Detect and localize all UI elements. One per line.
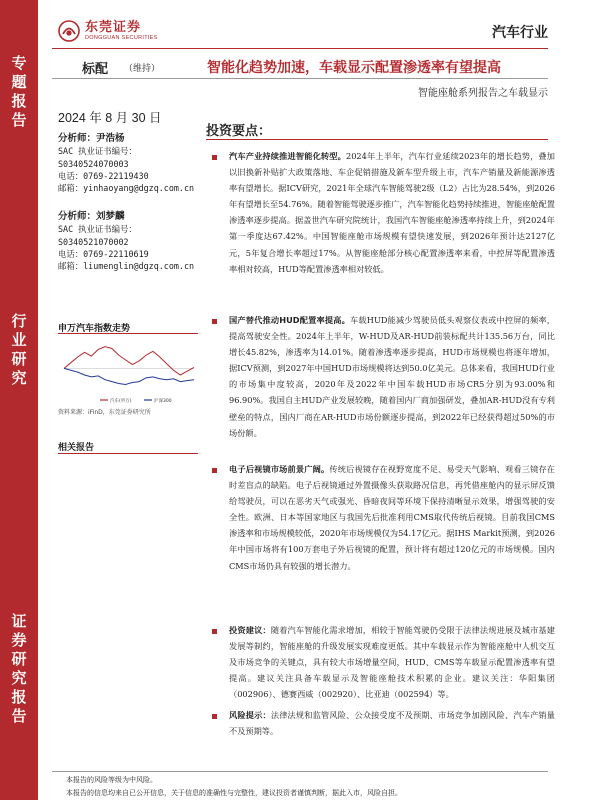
- rail-char: 研: [11, 350, 27, 368]
- rail-char: 专: [11, 54, 27, 72]
- report-series: 智能座舱系列报告之车载显示: [418, 88, 548, 99]
- report-date: 2024 年 8 月 30 日: [58, 111, 162, 125]
- rating-note: （维持）: [124, 64, 161, 74]
- analyst-cert-label: SAC 执业证书编号：: [58, 224, 137, 235]
- analyst-phone: 电话：0769-22110619: [58, 248, 149, 259]
- footer-disclaimer: 本报告的信息均来自已公开信息，关于信息的准确性与完整性，建议投资者谨慎判断，据此入市，风险自担。: [66, 789, 402, 797]
- side-rail: [0, 0, 38, 800]
- bullet-marker: [212, 319, 217, 324]
- paragraph-body: 随着汽车智能化需求增加，相较于智能驾驶仍受限于法律法规进展及城市基建发展等制约，智能座舱的升级发展实现难度更低。其中车载显示作为智能座舱中人机交互及市场竞争的关键点，具有较大市场增量空间，HUD、CMS等车载显示配置渗透率有望提高。建议关注具备车载显示及智能座舱技术积累的企业。建议关注：华阳集团（002906）、德赛西威（002920）、比亚迪（002594）等。: [229, 625, 555, 700]
- paragraph-lead: 风险提示：: [229, 710, 271, 720]
- rail-char: 券: [11, 631, 27, 649]
- analyst-name: 分析师：刘梦麟: [58, 211, 125, 222]
- rail-char: 证: [11, 612, 27, 630]
- paragraph-lead: 汽车产业持续推进智能化转型。: [229, 151, 346, 161]
- rail-label-special-report: [0, 54, 38, 130]
- rail-char: 报: [11, 688, 27, 706]
- analyst-block: [58, 133, 198, 194]
- bullet-marker: [212, 155, 217, 160]
- analyst-phone: 电话：0769-22119430: [58, 170, 149, 181]
- paragraph-hud: [229, 312, 555, 441]
- chart-heading-divider: [58, 333, 198, 334]
- brand-seal-icon: [58, 20, 80, 42]
- related-reports-divider: [58, 453, 198, 454]
- bullet-marker: [212, 629, 217, 634]
- brand-name-en: DONGGUAN SECURITIES: [85, 34, 158, 41]
- paragraph-body: 法律法规和监管风险、公众接受度不及预期、市场竞争加剧风险、汽车产销量不及预期等。: [229, 710, 555, 737]
- rail-char: 报: [11, 92, 27, 110]
- bullet-marker: [212, 714, 217, 719]
- footer-divider: [52, 771, 548, 772]
- rail-char: 研: [11, 650, 27, 668]
- paragraph-smart-transition: [229, 148, 555, 277]
- rail-label-securities-report: [0, 612, 38, 726]
- paragraph-body: 车载HUD能减少驾驶员低头观察仪表或中控屏的频率，提高驾驶安全性。2024年上半年，W-HUD及AR-HUD前装标配共计135.56万台，同比增长45.82%，渗透率为14.01%。随着渗透率逐步提高，HUD市场规模也将逐年增加，据ICV预测，到2027年中国HUD市场规模将达到50.0亿美元。总体来看，我国HUD行业的市场集中度较高，2020年及2022年中国车载HUD市场CR5分别为93.00%和96.90%。我国自主HUD产业发展较晚，随着国内厂商加强研发，叠加AR-HUD没有专利壁垒的特点，国内厂商在AR-HUD市场份额逐步提高，到2022年已经获得超过50%的市场份额。: [229, 315, 555, 438]
- paragraph-risk: [229, 707, 555, 739]
- analyst-email[interactable]: 邮箱：liumenglin@dgzq.com.cn: [58, 261, 195, 272]
- rail-char: 究: [11, 669, 27, 687]
- paragraph-investment-advice: [229, 622, 555, 702]
- legend-label: 汽车(申万): [110, 399, 132, 404]
- rail-char: 行: [11, 312, 27, 330]
- analyst-cert-label: SAC 执业证书编号：: [58, 146, 137, 157]
- bullet-marker: [212, 468, 217, 473]
- analyst-cert-number: S0340524070003: [58, 158, 129, 169]
- paragraph-body: 传统后视镜存在视野宽度不足、易受天气影响、观看三镜存在时差盲点的缺陷。电子后视镜通过外置摄像头获取路况信息，再凭借座舱内的显示屏反馈给驾驶员，可以在恶劣天气或强光、昏暗夜间等环境下保持清晰显示效果，增强驾驶的安全性。欧洲、日本等国家地区与我国先后批准利用CMS取代传统后视镜。目前我国CMS渗透率和市场规模较低，2020年市场规模仅为54.17亿元。据IHS Markit预测，到2026年中国市场将有100万套电子外后视镜的配置，预计将有超过120亿元的市场规模。国内CMS市场仍具有较强的增长潜力。: [229, 464, 555, 571]
- legend-label: 沪深300: [154, 399, 172, 404]
- paragraph-lead: 投资建议：: [229, 625, 271, 635]
- analyst-block: [58, 211, 198, 272]
- paragraph-lead: 国产替代推动HUD配置率提高。: [229, 315, 351, 325]
- analyst-cert-number: S0340521070002: [58, 236, 129, 247]
- analyst-name: 分析师：尹浩杨: [58, 133, 125, 144]
- index-chart-heading: 申万汽车指数走势: [58, 324, 131, 334]
- paragraph-lead: 电子后视镜市场前景广阔。: [229, 464, 330, 474]
- index-trend-chart: [60, 338, 198, 404]
- industry-label: 汽车行业: [492, 25, 548, 41]
- brand-name-cn: 东莞证券: [85, 19, 142, 35]
- paragraph-body: 2024年上半年，汽车行业延续2023年的增长趋势，叠加以旧换新补贴扩大政策落地、车企促销措施及新车型升级上市，汽车产销量及新能源渗透率有望增长。据ICV研究，2021年全球汽车智能驾驶2级（L2）占比为28.54%，到2026年有望增长至54.76%。随着智能驾驶逐步推广，汽车智能化趋势持续推进，智能座舱配置渗透率逐步提高。据盖世汽车研究院统计，我国汽车智能座舱渗透率持续上升，到2024年第一季度达67.42%。中国智能座舱市场规模有望快速发展，到2026年预计达2127亿元，5年复合增长率超过17%。从智能座舱部分核心配置渗透率来看，中控屏等配置渗透率相对较高，HUD等配置渗透率相对较低。: [229, 151, 555, 274]
- chart-series-line-auto: [64, 347, 194, 375]
- rail-label-industry-research: [0, 312, 38, 388]
- header-divider: [52, 48, 548, 49]
- rail-char: 告: [11, 707, 27, 725]
- rail-char: 题: [11, 73, 27, 91]
- rail-char: 业: [11, 331, 27, 349]
- title-divider: [52, 78, 548, 79]
- footer-risk-level: 本报告的风险等级为中风险。: [66, 776, 157, 784]
- chart-source-note: 资料来源：iFinD，东莞证券研究所: [58, 409, 151, 416]
- analyst-email[interactable]: 邮箱：yinhaoyang@dgzq.com.cn: [58, 183, 195, 194]
- rating-label: 标配: [82, 62, 109, 77]
- key-points-title: 投资要点：: [206, 124, 272, 139]
- brand-logo: [58, 20, 158, 42]
- rail-char: 告: [11, 111, 27, 129]
- key-points-divider: [206, 139, 548, 140]
- paragraph-cms: [229, 461, 555, 574]
- related-reports-heading: 相关报告: [58, 443, 95, 453]
- rail-char: 究: [11, 369, 27, 387]
- report-title: 智能化趋势加速，车载显示配置渗透率有望提高: [207, 60, 501, 76]
